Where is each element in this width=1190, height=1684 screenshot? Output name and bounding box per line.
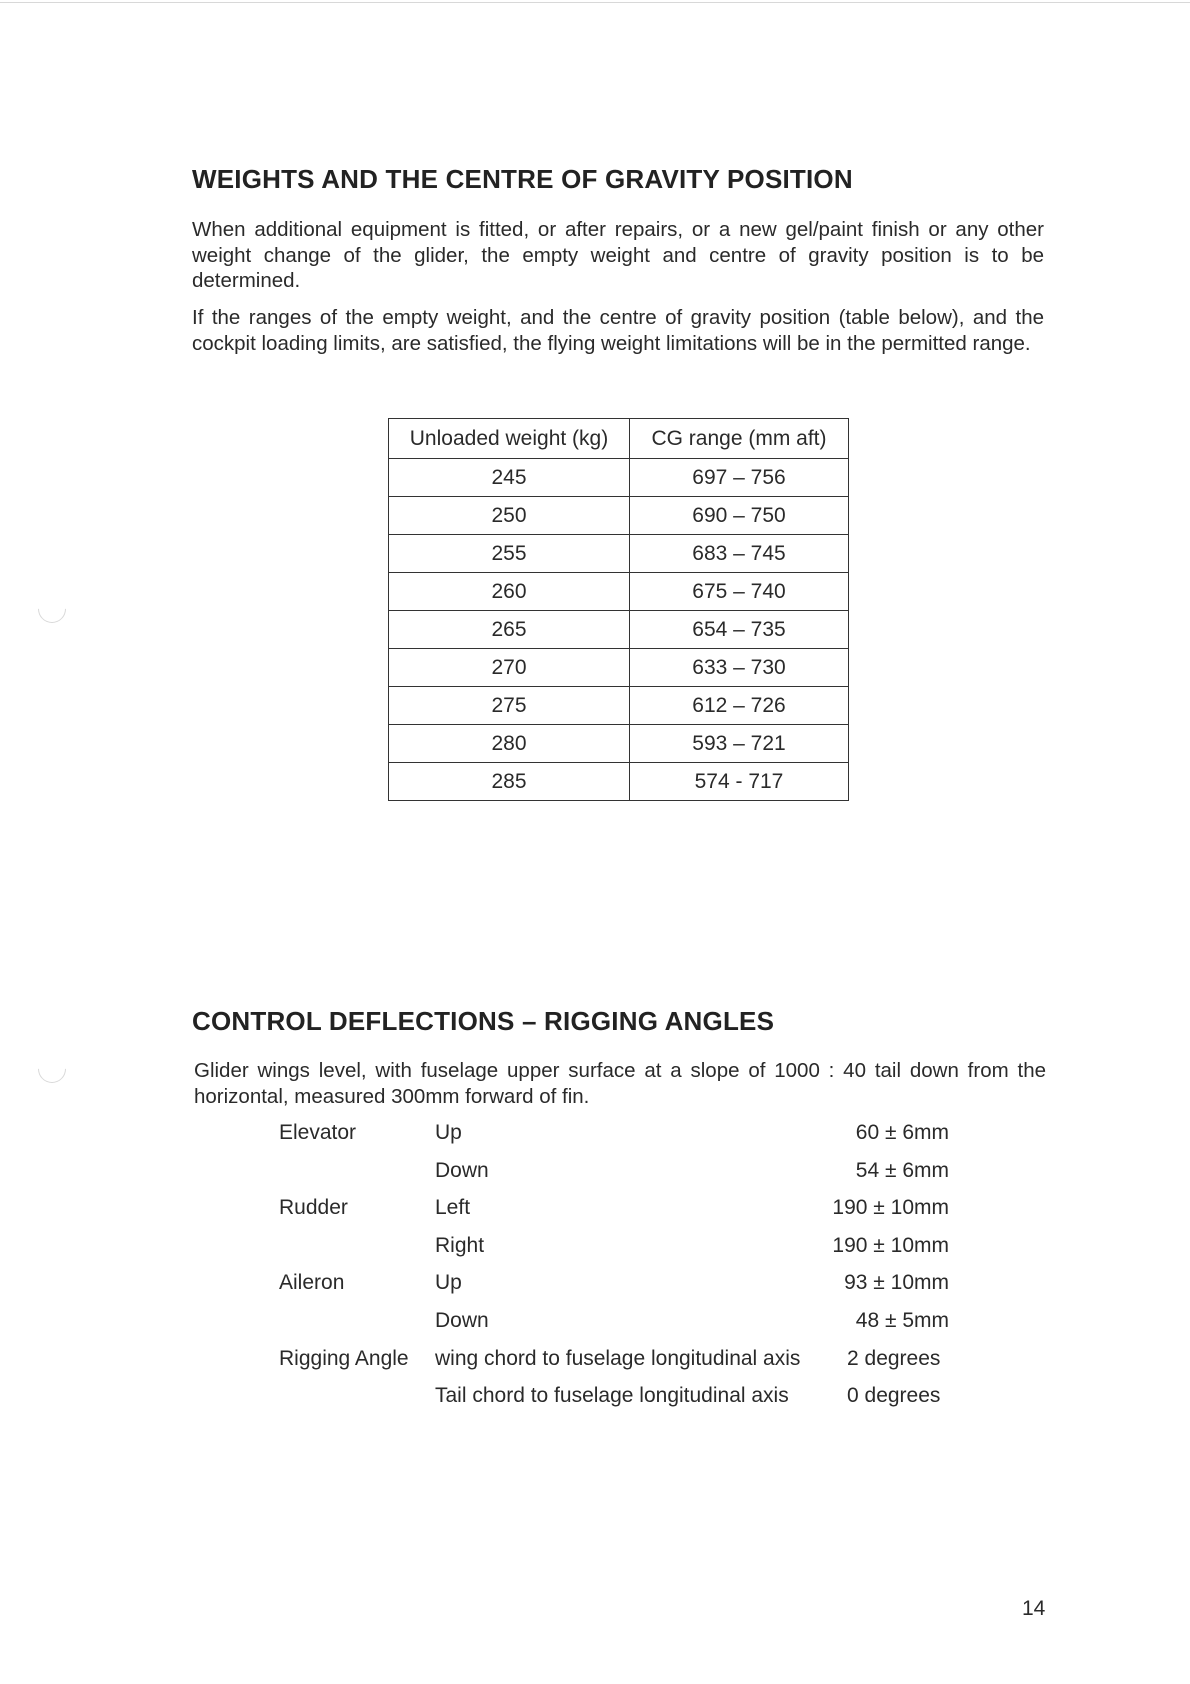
deflection-direction: Down (435, 1308, 489, 1332)
table-row (389, 611, 849, 649)
control-surface-label: Rigging Angle (279, 1346, 409, 1370)
deflection-direction: Up (435, 1121, 462, 1144)
range-cell: 683 – 745 (630, 535, 849, 573)
table-row (389, 687, 849, 725)
punch-hole-mark (32, 589, 72, 629)
deflection-direction: Left (435, 1196, 471, 1220)
page-number: 14 (1022, 1597, 1046, 1620)
range-cell: 697 – 756 (630, 459, 849, 497)
punch-hole-mark (32, 1049, 72, 1089)
weight-cell: 260 (389, 573, 630, 611)
range-cell: 633 – 730 (630, 649, 849, 687)
weight-cell: 245 (389, 459, 630, 497)
range-cell: 593 – 721 (630, 725, 849, 763)
weight-cell: 255 (389, 535, 630, 573)
weight-cell: 250 (389, 497, 630, 535)
deflection-value: 0 degrees (847, 1384, 941, 1408)
control-surface-label: Elevator (279, 1121, 357, 1144)
deflection-direction: wing chord to fuselage longitudinal axis (435, 1346, 801, 1370)
weight-cell: 275 (389, 687, 630, 725)
header-unloaded-weight: Unloaded weight (kg) (389, 419, 630, 459)
weight-cell: 280 (389, 725, 630, 763)
table-row (389, 573, 849, 611)
table-row (389, 459, 849, 497)
top-edge-rule (0, 2, 1190, 3)
control-surface-label: Aileron (279, 1271, 345, 1295)
range-cell: 690 – 750 (630, 497, 849, 535)
table-row (389, 497, 849, 535)
list-item (279, 1378, 949, 1416)
range-cell: 612 – 726 (630, 687, 849, 725)
table-row (389, 763, 849, 801)
control-deflections-heading: CONTROL DEFLECTIONS – RIGGING ANGLES (192, 1006, 775, 1036)
cg-range-table (388, 418, 849, 801)
deflection-value: 93 ± 10mm (844, 1271, 949, 1295)
deflection-value: 60 ± 6mm (855, 1121, 949, 1144)
table-row (389, 535, 849, 573)
weights-intro-paragraph: When additional equipment is fitted, or after repairs, or a new gel/paint finish or any other weight change of the glider, the empty weight and centre of gravity position is to be determined. (192, 218, 1044, 292)
deflection-value: 54 ± 6mm (855, 1158, 949, 1182)
range-cell: 675 – 740 (630, 573, 849, 611)
list-item (279, 1190, 949, 1228)
weight-cell: 285 (389, 763, 630, 801)
control-surface-label: Rudder (279, 1196, 348, 1220)
deflection-value: 190 ± 10mm (832, 1196, 949, 1220)
weights-ranges-paragraph: If the ranges of the empty weight, and the centre of gravity position (table below), and the cockpit loading limits, are satisfied, the flying weight limitations will be in the permitted range. (192, 306, 1044, 355)
list-item (279, 1303, 949, 1341)
table-header-row (389, 419, 849, 459)
deflection-value: 2 degrees (847, 1346, 941, 1370)
list-item (279, 1115, 949, 1153)
list-item (279, 1265, 949, 1303)
table-row (389, 725, 849, 763)
weight-cell: 265 (389, 611, 630, 649)
rigging-conditions-paragraph: Glider wings level, with fuselage upper surface at a slope of 1000 : 40 tail down from the horizontal, measured 300mm forward of fin. (194, 1059, 1046, 1108)
header-cg-range: CG range (mm aft) (630, 419, 849, 459)
weight-cell: 270 (389, 649, 630, 687)
deflections-list (279, 1115, 949, 1416)
table-row (389, 649, 849, 687)
deflection-direction: Tail chord to fuselage longitudinal axis (435, 1384, 789, 1408)
deflection-value: 190 ± 10mm (832, 1233, 949, 1257)
deflection-direction: Up (435, 1271, 462, 1295)
list-item (279, 1228, 949, 1266)
range-cell: 574 - 717 (630, 763, 849, 801)
deflection-direction: Down (435, 1158, 489, 1182)
deflection-direction: Right (435, 1233, 485, 1257)
range-cell: 654 – 735 (630, 611, 849, 649)
deflection-value: 48 ± 5mm (855, 1308, 949, 1332)
list-item (279, 1153, 949, 1191)
weights-cg-heading: WEIGHTS AND THE CENTRE OF GRAVITY POSITION (192, 164, 853, 194)
list-item (279, 1341, 949, 1379)
